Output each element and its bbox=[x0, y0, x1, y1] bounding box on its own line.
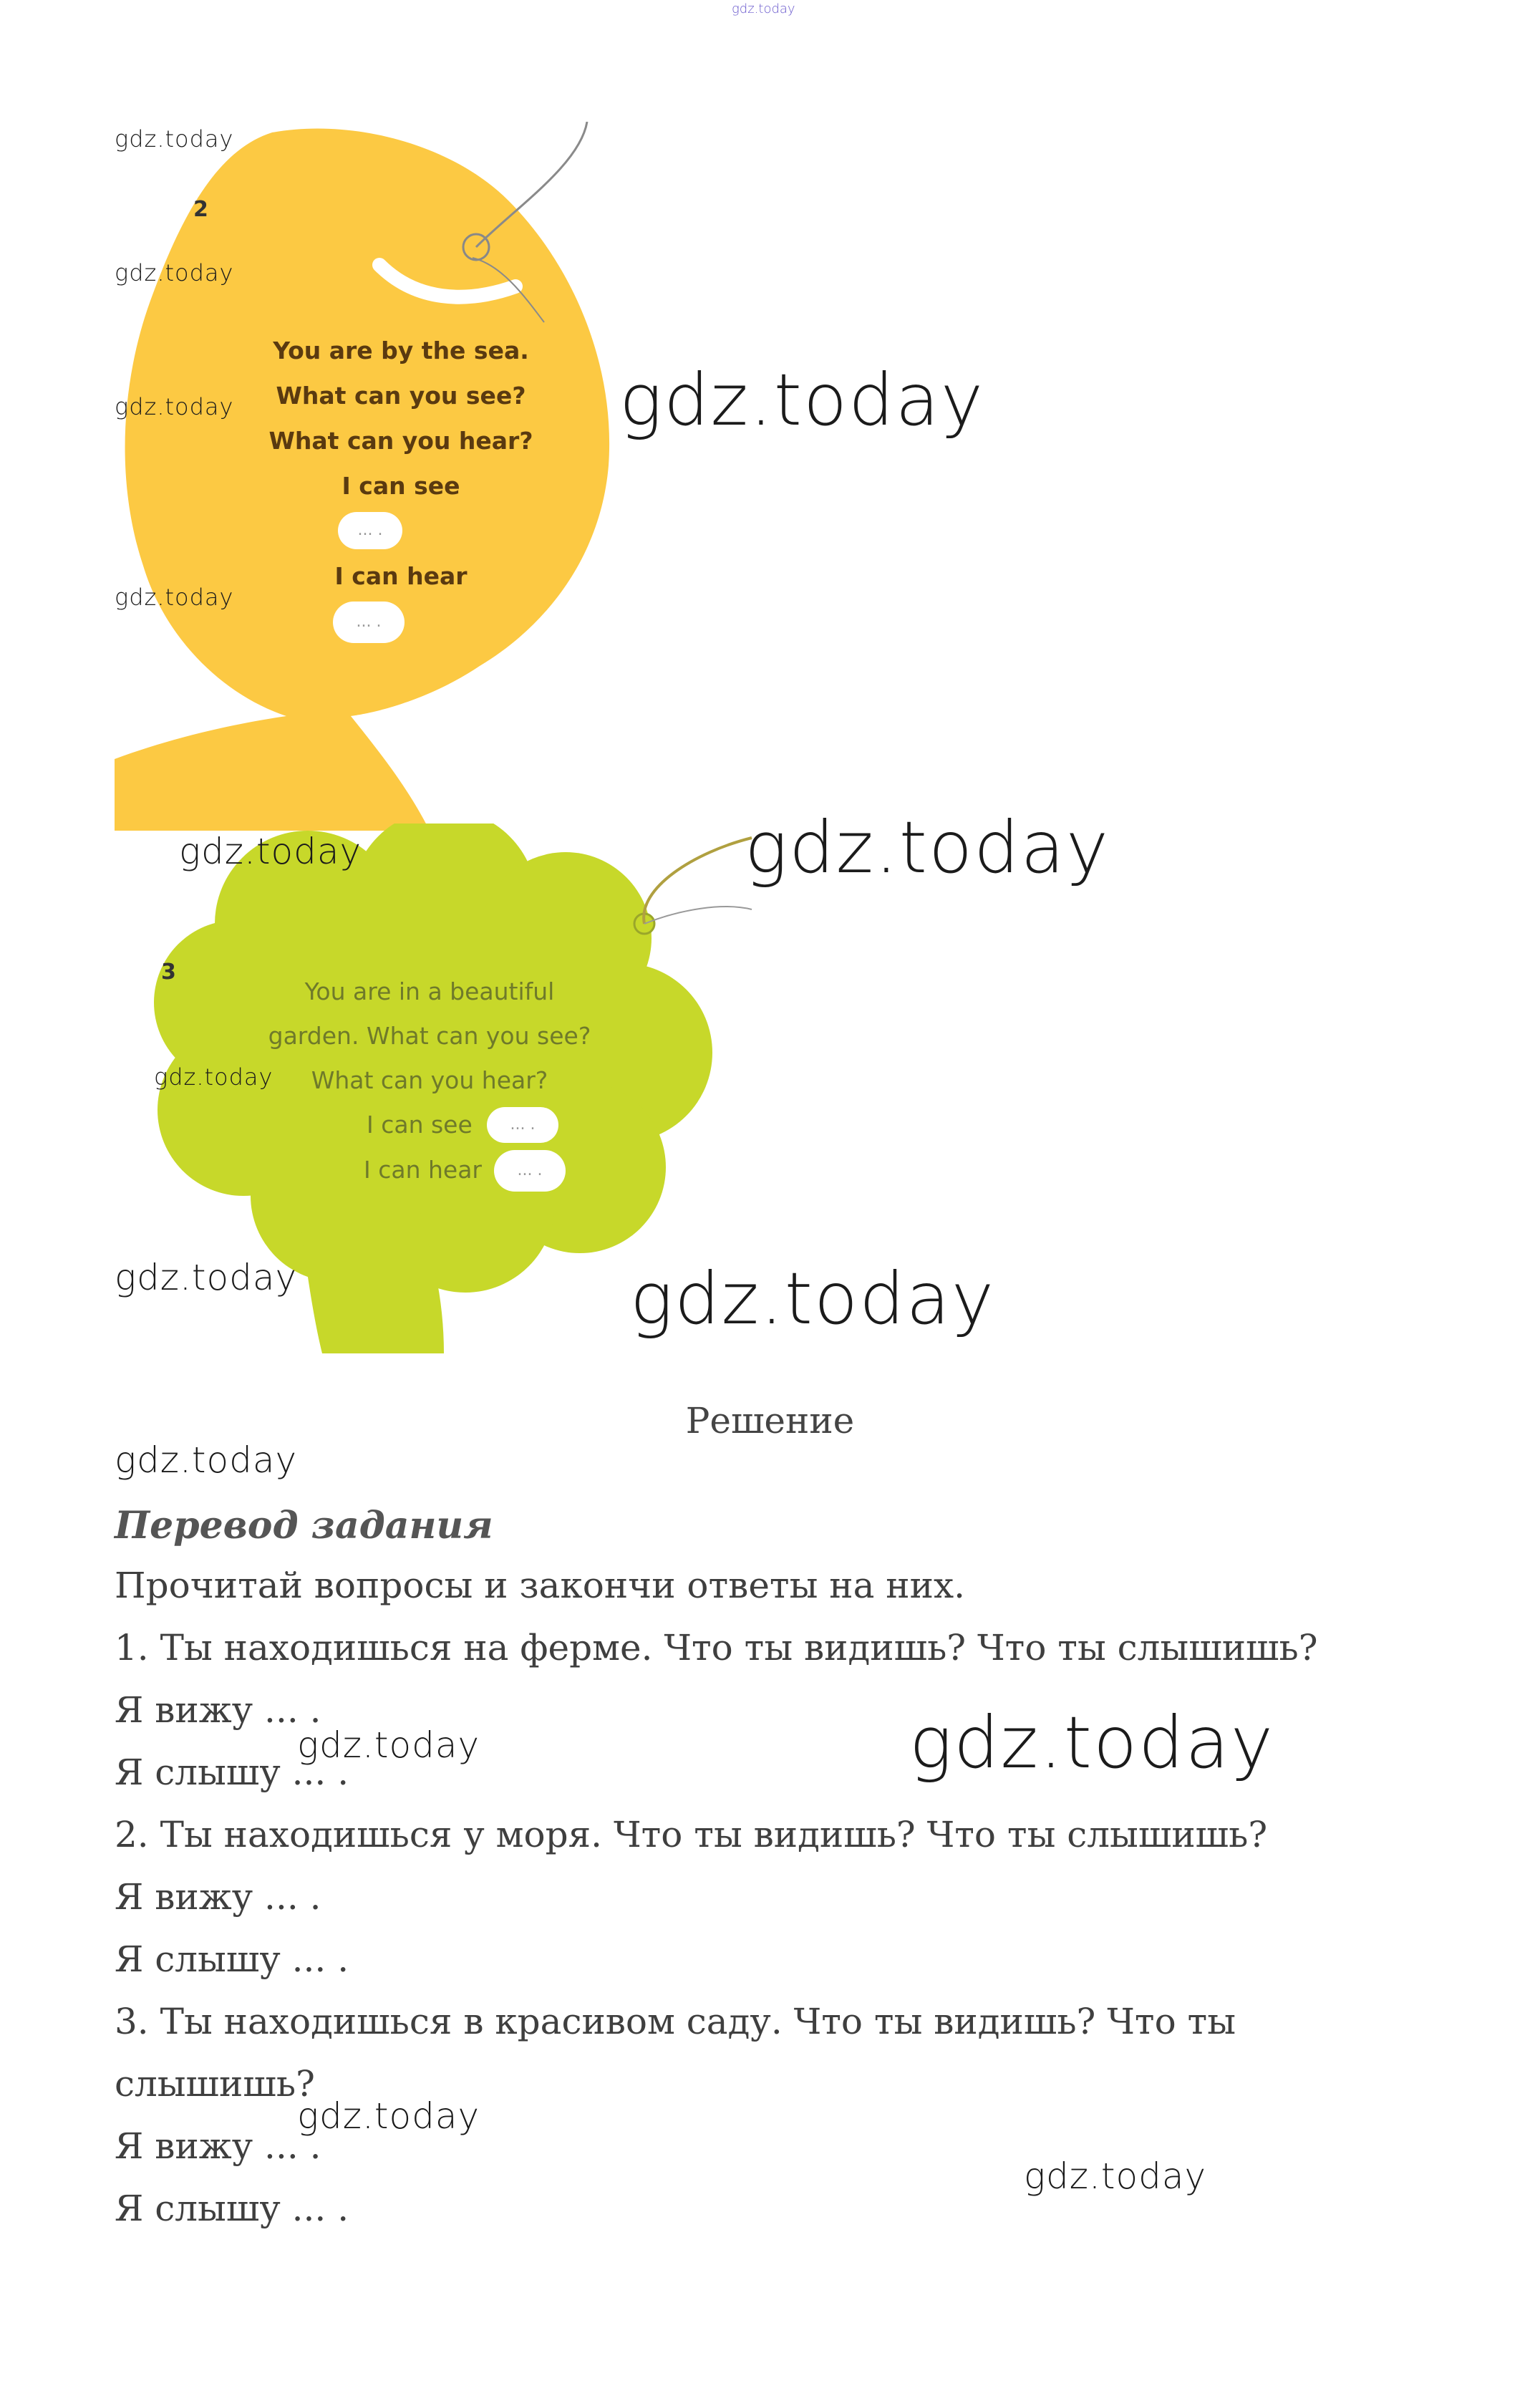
card2-line-1: You are by the sea. bbox=[273, 337, 529, 364]
card3-blank-hear: ... . bbox=[494, 1150, 566, 1192]
header-watermark: gdz.today bbox=[732, 1, 795, 16]
watermark: gdz.today bbox=[115, 393, 234, 420]
card3-line-4: I can see bbox=[367, 1111, 473, 1139]
solution-line-6: Я вижу ... . bbox=[115, 1876, 321, 1918]
solution-line-7: Я слышу ... . bbox=[115, 1938, 349, 1980]
watermark: gdz.today bbox=[745, 806, 1110, 889]
card2-line-5: I can hear bbox=[334, 562, 468, 590]
solution-line-1: Прочитай вопросы и закончи ответы на них. bbox=[115, 1565, 966, 1606]
watermark: gdz.today bbox=[297, 1724, 480, 1766]
solution-line-2: 1. Ты находишься на ферме. Что ты видишь? Что ты слышишь? bbox=[115, 1627, 1318, 1668]
watermark: gdz.today bbox=[1024, 2155, 1207, 2197]
watermark: gdz.today bbox=[115, 259, 234, 286]
solution-heading: Перевод задания bbox=[115, 1504, 493, 1547]
card3-number: 3 bbox=[161, 960, 176, 985]
solution-line-3: Я вижу ... . bbox=[115, 1689, 321, 1731]
watermark: gdz.today bbox=[115, 1257, 298, 1298]
card2-number: 2 bbox=[193, 197, 208, 222]
card2-line-4: I can see bbox=[342, 472, 460, 500]
watermark: gdz.today bbox=[115, 125, 234, 153]
card2-blank-hear: ... . bbox=[333, 602, 405, 643]
solution-line-4: Я слышу ... . bbox=[115, 1752, 349, 1793]
watermark: gdz.today bbox=[115, 1439, 298, 1481]
solution-title: Решение bbox=[685, 1400, 855, 1441]
watermark: gdz.today bbox=[619, 358, 985, 442]
solution-line-9: слышишь? bbox=[115, 2063, 315, 2105]
card3-line-3: What can you hear? bbox=[311, 1066, 548, 1094]
solution-line-11: Я слышу ... . bbox=[115, 2188, 349, 2229]
flower-string bbox=[644, 838, 752, 924]
watermark: gdz.today bbox=[297, 2095, 480, 2137]
watermark: gdz.today bbox=[630, 1257, 996, 1341]
solution-line-8: 3. Ты находишься в красивом саду. Что ты видишь? Что ты bbox=[115, 2001, 1236, 2042]
card3-line-2: garden. What can you see? bbox=[268, 1022, 591, 1050]
watermark: gdz.today bbox=[154, 1063, 273, 1091]
solution-line-10: Я вижу ... . bbox=[115, 2125, 321, 2167]
watermark: gdz.today bbox=[115, 584, 234, 611]
card2-blank-see: ... . bbox=[338, 512, 402, 549]
watermark: gdz.today bbox=[909, 1701, 1275, 1784]
card2-line-2: What can you see? bbox=[276, 382, 526, 410]
solution-line-5: 2. Ты находишься у моря. Что ты видишь? Что ты слышишь? bbox=[115, 1814, 1268, 1855]
watermark: gdz.today bbox=[179, 831, 362, 872]
card2-line-3: What can you hear? bbox=[268, 427, 533, 455]
card3-blank-see: ... . bbox=[487, 1107, 558, 1143]
card3-line-1: You are in a beautiful bbox=[304, 977, 555, 1005]
card3-line-5: I can hear bbox=[364, 1156, 482, 1184]
